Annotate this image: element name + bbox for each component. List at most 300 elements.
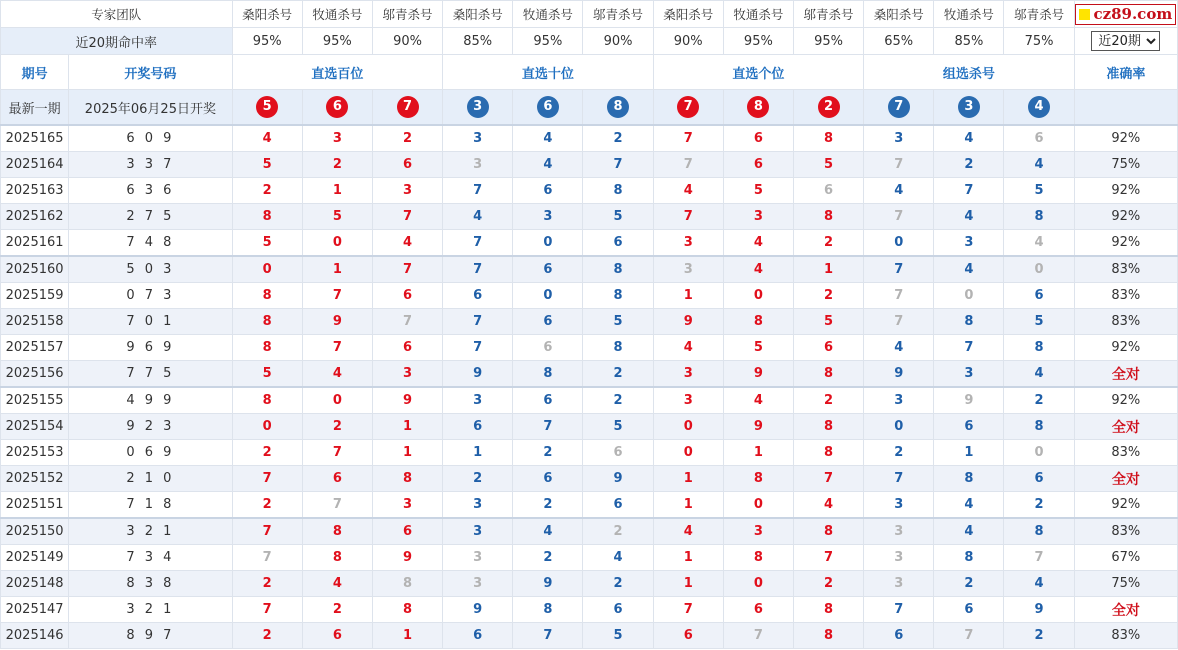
kill-number: 4 bbox=[262, 131, 272, 146]
pick-cell bbox=[653, 571, 723, 597]
accuracy-value: 全对 bbox=[1074, 361, 1177, 388]
pick-cell bbox=[302, 571, 372, 597]
kill-number: 3 bbox=[894, 524, 904, 539]
latest-ball-cell bbox=[513, 90, 583, 126]
pick-cell bbox=[793, 492, 863, 519]
pick-cell bbox=[302, 256, 372, 283]
pick-cell bbox=[934, 125, 1004, 152]
pick-cell bbox=[793, 309, 863, 335]
pick-cell bbox=[513, 466, 583, 492]
pick-cell bbox=[793, 571, 863, 597]
pick-cell bbox=[443, 361, 513, 388]
pick-cell bbox=[934, 623, 1004, 649]
kill-number: 8 bbox=[824, 419, 834, 434]
kill-number: 6 bbox=[403, 340, 413, 355]
pick-cell bbox=[934, 492, 1004, 519]
kill-number: 3 bbox=[403, 366, 413, 381]
pick-cell bbox=[653, 597, 723, 623]
kill-number: 7 bbox=[753, 628, 763, 643]
draw-numbers: 4 9 9 bbox=[69, 387, 232, 414]
table-row bbox=[1, 178, 1178, 204]
issue-number: 2025153 bbox=[1, 440, 69, 466]
pick-cell bbox=[934, 152, 1004, 178]
pick-cell bbox=[372, 518, 442, 545]
kill-number: 2 bbox=[1034, 628, 1044, 643]
draw-numbers: 7 1 8 bbox=[69, 492, 232, 519]
kill-number: 4 bbox=[332, 366, 342, 381]
pick-cell bbox=[443, 518, 513, 545]
issue-number: 2025161 bbox=[1, 230, 69, 257]
pick-cell bbox=[653, 387, 723, 414]
pick-cell bbox=[653, 466, 723, 492]
accuracy-value: 83% bbox=[1074, 256, 1177, 283]
pick-cell bbox=[864, 361, 934, 388]
draw-numbers: 7 7 5 bbox=[69, 361, 232, 388]
kill-number: 6 bbox=[543, 471, 553, 486]
kill-number: 7 bbox=[262, 602, 272, 617]
pick-cell bbox=[793, 414, 863, 440]
draw-numbers: 7 4 8 bbox=[69, 230, 232, 257]
prediction-ball: 4 bbox=[1028, 96, 1050, 118]
pick-cell bbox=[372, 387, 442, 414]
pick-cell bbox=[864, 283, 934, 309]
pick-cell bbox=[653, 492, 723, 519]
kill-number: 7 bbox=[613, 157, 623, 172]
pick-cell bbox=[934, 414, 1004, 440]
kill-number: 7 bbox=[332, 445, 342, 460]
pick-cell bbox=[513, 623, 583, 649]
kill-number: 4 bbox=[1034, 576, 1044, 591]
kill-number: 6 bbox=[543, 340, 553, 355]
pick-cell bbox=[1004, 492, 1074, 519]
pick-cell bbox=[1004, 256, 1074, 283]
pick-cell bbox=[302, 466, 372, 492]
kill-number: 4 bbox=[964, 262, 974, 277]
kill-number: 1 bbox=[683, 471, 693, 486]
kill-number: 2 bbox=[1034, 497, 1044, 512]
pick-cell bbox=[302, 361, 372, 388]
issue-header: 期号 bbox=[1, 55, 69, 90]
kill-number: 7 bbox=[964, 340, 974, 355]
pick-cell bbox=[372, 256, 442, 283]
kill-number: 8 bbox=[543, 602, 553, 617]
kill-number: 8 bbox=[262, 340, 272, 355]
accuracy-value: 92% bbox=[1074, 335, 1177, 361]
table-row bbox=[1, 440, 1178, 466]
latest-ball-cell bbox=[302, 90, 372, 126]
pick-cell bbox=[723, 414, 793, 440]
kill-number: 6 bbox=[473, 288, 483, 303]
kill-number: 4 bbox=[964, 209, 974, 224]
pick-cell bbox=[653, 178, 723, 204]
pick-cell bbox=[864, 414, 934, 440]
kill-number: 4 bbox=[753, 235, 763, 250]
pick-cell bbox=[793, 283, 863, 309]
accuracy-value: 83% bbox=[1074, 518, 1177, 545]
kill-number: 4 bbox=[894, 183, 904, 198]
pick-cell bbox=[793, 256, 863, 283]
pick-cell bbox=[443, 597, 513, 623]
kill-number: 4 bbox=[543, 157, 553, 172]
kill-number: 9 bbox=[613, 471, 623, 486]
pick-cell bbox=[1004, 230, 1074, 257]
kill-number: 7 bbox=[262, 471, 272, 486]
kill-number: 6 bbox=[753, 157, 763, 172]
expert-name: 桑阳杀号 bbox=[443, 1, 513, 28]
pick-cell bbox=[1004, 361, 1074, 388]
draw-numbers: 6 3 6 bbox=[69, 178, 232, 204]
table-row bbox=[1, 466, 1178, 492]
pick-cell bbox=[864, 492, 934, 519]
pick-cell bbox=[232, 204, 302, 230]
issue-number: 2025160 bbox=[1, 256, 69, 283]
kill-number: 4 bbox=[403, 235, 413, 250]
prediction-ball: 7 bbox=[888, 96, 910, 118]
expert-name: 桑阳杀号 bbox=[653, 1, 723, 28]
hit-rate-value: 90% bbox=[583, 28, 653, 55]
table-row bbox=[1, 518, 1178, 545]
pick-cell bbox=[653, 309, 723, 335]
pick-cell bbox=[513, 256, 583, 283]
table-row bbox=[1, 571, 1178, 597]
expert-name: 邬青杀号 bbox=[1004, 1, 1074, 28]
kill-number: 2 bbox=[894, 445, 904, 460]
kill-number: 5 bbox=[613, 314, 623, 329]
kill-number: 7 bbox=[473, 314, 483, 329]
kill-number: 7 bbox=[403, 262, 413, 277]
pick-cell bbox=[934, 440, 1004, 466]
pick-cell bbox=[443, 152, 513, 178]
prediction-ball: 3 bbox=[958, 96, 980, 118]
kill-number: 0 bbox=[683, 445, 693, 460]
pick-cell bbox=[443, 571, 513, 597]
kill-number: 8 bbox=[613, 340, 623, 355]
kill-number: 4 bbox=[543, 131, 553, 146]
kill-number: 6 bbox=[613, 235, 623, 250]
pick-cell bbox=[793, 204, 863, 230]
kill-number: 5 bbox=[824, 157, 834, 172]
kill-number: 6 bbox=[824, 340, 834, 355]
pick-cell bbox=[1004, 204, 1074, 230]
latest-label: 最新一期 bbox=[1, 90, 69, 126]
latest-ball-cell bbox=[232, 90, 302, 126]
draw-numbers: 9 6 9 bbox=[69, 335, 232, 361]
kill-number: 6 bbox=[1034, 471, 1044, 486]
kill-number: 7 bbox=[683, 131, 693, 146]
kill-number: 8 bbox=[403, 602, 413, 617]
kill-number: 8 bbox=[1034, 340, 1044, 355]
pick-cell bbox=[934, 466, 1004, 492]
kill-number: 6 bbox=[894, 628, 904, 643]
kill-number: 2 bbox=[824, 288, 834, 303]
kill-number: 9 bbox=[753, 419, 763, 434]
pick-cell bbox=[583, 152, 653, 178]
draw-numbers: 2 7 5 bbox=[69, 204, 232, 230]
pick-cell bbox=[723, 204, 793, 230]
kill-number: 2 bbox=[473, 471, 483, 486]
pick-cell bbox=[583, 571, 653, 597]
pick-cell bbox=[864, 440, 934, 466]
pick-cell bbox=[1004, 440, 1074, 466]
pick-cell bbox=[232, 571, 302, 597]
group-header-units: 直选个位 bbox=[653, 55, 864, 90]
kill-number: 7 bbox=[683, 602, 693, 617]
hit-rate-value: 75% bbox=[1004, 28, 1074, 55]
pick-cell bbox=[793, 178, 863, 204]
hit-rate-row bbox=[1, 28, 1178, 55]
pick-cell bbox=[372, 178, 442, 204]
latest-ball-cell bbox=[723, 90, 793, 126]
latest-issue-row bbox=[1, 90, 1178, 126]
kill-number: 3 bbox=[473, 131, 483, 146]
pick-cell bbox=[1004, 125, 1074, 152]
pick-cell bbox=[1004, 414, 1074, 440]
pick-cell bbox=[864, 571, 934, 597]
pick-cell bbox=[372, 309, 442, 335]
kill-number: 8 bbox=[824, 131, 834, 146]
pick-cell bbox=[302, 125, 372, 152]
table-row bbox=[1, 152, 1178, 178]
pick-cell bbox=[302, 440, 372, 466]
kill-number: 9 bbox=[543, 576, 553, 591]
kill-number: 7 bbox=[894, 314, 904, 329]
table-row bbox=[1, 361, 1178, 388]
issue-number: 2025162 bbox=[1, 204, 69, 230]
group-header-tens: 直选十位 bbox=[443, 55, 654, 90]
pick-cell bbox=[1004, 309, 1074, 335]
pick-cell bbox=[653, 152, 723, 178]
expert-name: 邬青杀号 bbox=[793, 1, 863, 28]
pick-cell bbox=[934, 387, 1004, 414]
kill-number: 0 bbox=[332, 235, 342, 250]
pick-cell bbox=[513, 125, 583, 152]
table-row bbox=[1, 387, 1178, 414]
pick-cell bbox=[513, 414, 583, 440]
pick-cell bbox=[583, 125, 653, 152]
pick-cell bbox=[934, 204, 1004, 230]
kill-number: 2 bbox=[262, 445, 272, 460]
kill-number: 0 bbox=[1034, 262, 1044, 277]
kill-number: 3 bbox=[683, 262, 693, 277]
pick-cell bbox=[583, 466, 653, 492]
pick-cell bbox=[232, 283, 302, 309]
kill-number: 3 bbox=[332, 131, 342, 146]
kill-number: 4 bbox=[753, 393, 763, 408]
pick-cell bbox=[232, 492, 302, 519]
kill-number: 6 bbox=[964, 419, 974, 434]
pick-cell bbox=[583, 256, 653, 283]
latest-ball-cell bbox=[583, 90, 653, 126]
kill-number: 2 bbox=[613, 131, 623, 146]
latest-ball-cell bbox=[864, 90, 934, 126]
kill-number: 7 bbox=[894, 602, 904, 617]
kill-number: 3 bbox=[753, 524, 763, 539]
expert-name: 牧通杀号 bbox=[302, 1, 372, 28]
kill-number: 1 bbox=[824, 262, 834, 277]
pick-cell bbox=[513, 204, 583, 230]
pick-cell bbox=[232, 152, 302, 178]
kill-number: 3 bbox=[473, 576, 483, 591]
pick-cell bbox=[723, 545, 793, 571]
accuracy-value: 全对 bbox=[1074, 466, 1177, 492]
pick-cell bbox=[934, 309, 1004, 335]
kill-number: 7 bbox=[332, 497, 342, 512]
pick-cell bbox=[864, 466, 934, 492]
kill-number: 4 bbox=[683, 183, 693, 198]
kill-number: 3 bbox=[683, 235, 693, 250]
pick-cell bbox=[864, 335, 934, 361]
hit-rate-value: 85% bbox=[934, 28, 1004, 55]
kill-number: 1 bbox=[683, 497, 693, 512]
pick-cell bbox=[583, 518, 653, 545]
pick-cell bbox=[513, 597, 583, 623]
pick-cell bbox=[302, 387, 372, 414]
kill-number: 0 bbox=[262, 419, 272, 434]
expert-name: 牧通杀号 bbox=[934, 1, 1004, 28]
kill-number: 8 bbox=[613, 183, 623, 198]
pick-cell bbox=[934, 256, 1004, 283]
kill-number: 5 bbox=[613, 209, 623, 224]
pick-cell bbox=[372, 571, 442, 597]
pick-cell bbox=[232, 125, 302, 152]
kill-number: 4 bbox=[894, 340, 904, 355]
pick-cell bbox=[232, 545, 302, 571]
pick-cell bbox=[443, 623, 513, 649]
kill-number: 2 bbox=[964, 157, 974, 172]
pick-cell bbox=[232, 230, 302, 257]
kill-number: 6 bbox=[613, 497, 623, 512]
pick-cell bbox=[864, 597, 934, 623]
kill-number: 4 bbox=[1034, 157, 1044, 172]
pick-cell bbox=[653, 545, 723, 571]
kill-number: 4 bbox=[683, 340, 693, 355]
kill-number: 8 bbox=[824, 602, 834, 617]
kill-number: 4 bbox=[473, 209, 483, 224]
kill-number: 6 bbox=[1034, 288, 1044, 303]
pick-cell bbox=[1004, 571, 1074, 597]
pick-cell bbox=[1004, 335, 1074, 361]
kill-number: 3 bbox=[964, 366, 974, 381]
kill-number: 3 bbox=[894, 576, 904, 591]
kill-number: 7 bbox=[543, 419, 553, 434]
period-select[interactable] bbox=[1091, 31, 1160, 51]
pick-cell bbox=[372, 414, 442, 440]
pick-cell bbox=[443, 230, 513, 257]
kill-number: 9 bbox=[683, 314, 693, 329]
kill-number: 9 bbox=[403, 393, 413, 408]
pick-cell bbox=[934, 178, 1004, 204]
prediction-ball: 8 bbox=[747, 96, 769, 118]
pick-cell bbox=[1004, 545, 1074, 571]
kill-number: 0 bbox=[683, 419, 693, 434]
kill-number: 3 bbox=[543, 209, 553, 224]
prediction-ball: 6 bbox=[537, 96, 559, 118]
kill-number: 4 bbox=[824, 497, 834, 512]
pick-cell bbox=[302, 545, 372, 571]
kill-number: 2 bbox=[262, 628, 272, 643]
expert-name: 邬青杀号 bbox=[583, 1, 653, 28]
pick-cell bbox=[372, 361, 442, 388]
kill-number: 3 bbox=[683, 366, 693, 381]
kill-number: 2 bbox=[262, 576, 272, 591]
accuracy-value: 92% bbox=[1074, 204, 1177, 230]
pick-cell bbox=[443, 387, 513, 414]
table-row bbox=[1, 256, 1178, 283]
accuracy-value: 75% bbox=[1074, 152, 1177, 178]
pick-cell bbox=[934, 335, 1004, 361]
kill-number: 1 bbox=[403, 628, 413, 643]
kill-number: 8 bbox=[262, 314, 272, 329]
kill-number: 6 bbox=[964, 602, 974, 617]
kill-number: 0 bbox=[894, 235, 904, 250]
pick-cell bbox=[232, 623, 302, 649]
kill-number: 8 bbox=[824, 524, 834, 539]
kill-number: 6 bbox=[753, 131, 763, 146]
pick-cell bbox=[302, 204, 372, 230]
prediction-ball: 6 bbox=[326, 96, 348, 118]
kill-number: 9 bbox=[753, 366, 763, 381]
table-row bbox=[1, 335, 1178, 361]
draw-numbers: 7 3 4 bbox=[69, 545, 232, 571]
kill-number: 7 bbox=[332, 288, 342, 303]
pick-cell bbox=[372, 597, 442, 623]
kill-number: 2 bbox=[1034, 393, 1044, 408]
pick-cell bbox=[443, 204, 513, 230]
pick-cell bbox=[723, 178, 793, 204]
pick-cell bbox=[232, 387, 302, 414]
pick-cell bbox=[443, 256, 513, 283]
kill-number: 6 bbox=[613, 445, 623, 460]
kill-number: 5 bbox=[262, 235, 272, 250]
kill-number: 8 bbox=[964, 471, 974, 486]
pick-cell bbox=[1004, 597, 1074, 623]
kill-number: 7 bbox=[683, 157, 693, 172]
pick-cell bbox=[653, 623, 723, 649]
expert-name: 牧通杀号 bbox=[513, 1, 583, 28]
pick-cell bbox=[1004, 518, 1074, 545]
prediction-ball: 5 bbox=[256, 96, 278, 118]
expert-name: 邬青杀号 bbox=[372, 1, 442, 28]
hit-rate-value: 90% bbox=[372, 28, 442, 55]
group-header-combo: 组选杀号 bbox=[864, 55, 1075, 90]
pick-cell bbox=[443, 178, 513, 204]
kill-number: 7 bbox=[894, 157, 904, 172]
kill-number: 2 bbox=[332, 157, 342, 172]
pick-cell bbox=[372, 623, 442, 649]
pick-cell bbox=[934, 283, 1004, 309]
pick-cell bbox=[302, 283, 372, 309]
kill-number: 9 bbox=[1034, 602, 1044, 617]
draw-numbers: 9 2 3 bbox=[69, 414, 232, 440]
pick-cell bbox=[653, 204, 723, 230]
expert-name: 牧通杀号 bbox=[723, 1, 793, 28]
kill-number: 2 bbox=[332, 602, 342, 617]
pick-cell bbox=[443, 466, 513, 492]
kill-number: 1 bbox=[403, 419, 413, 434]
pick-cell bbox=[302, 152, 372, 178]
pick-cell bbox=[864, 178, 934, 204]
logo-text: cz89.com bbox=[1093, 5, 1173, 23]
kill-number: 6 bbox=[473, 628, 483, 643]
site-logo[interactable] bbox=[1075, 4, 1176, 25]
kill-number: 3 bbox=[894, 550, 904, 565]
hit-rate-value: 85% bbox=[443, 28, 513, 55]
kill-number: 1 bbox=[683, 576, 693, 591]
draw-numbers: 3 2 1 bbox=[69, 518, 232, 545]
pick-cell bbox=[793, 230, 863, 257]
pick-cell bbox=[793, 623, 863, 649]
accuracy-value: 全对 bbox=[1074, 597, 1177, 623]
